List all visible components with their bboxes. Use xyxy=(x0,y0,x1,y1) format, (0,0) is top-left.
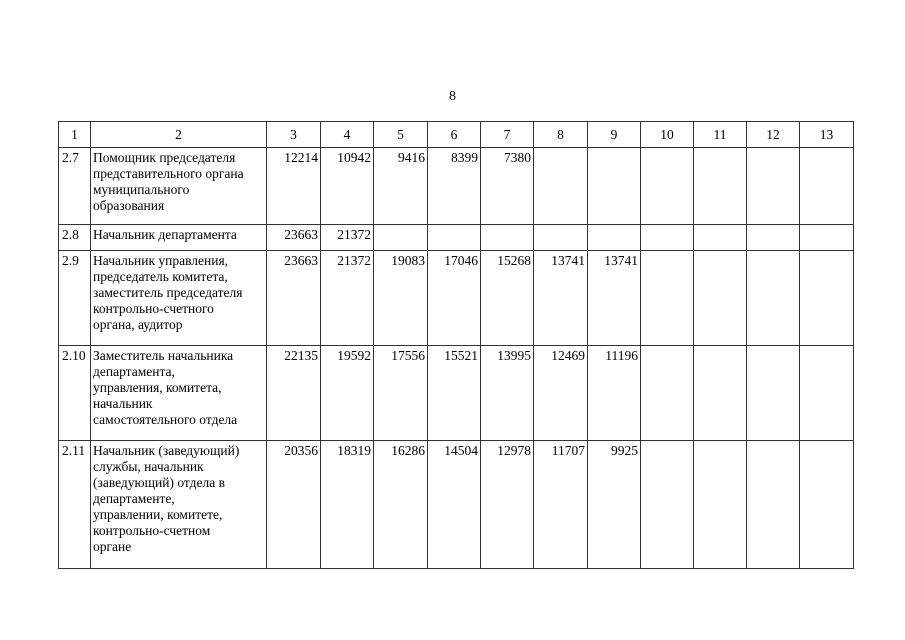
row-number: 2.9 xyxy=(59,251,91,346)
salary-cell: 20356 xyxy=(267,441,321,569)
salary-cell: 14504 xyxy=(428,441,481,569)
salary-cell: 23663 xyxy=(267,225,321,251)
salary-cell: 23663 xyxy=(267,251,321,346)
column-header: 10 xyxy=(641,122,694,148)
salary-cell: 7380 xyxy=(481,148,534,225)
column-header: 2 xyxy=(91,122,267,148)
salary-cell: 19083 xyxy=(374,251,428,346)
salary-cell xyxy=(747,441,800,569)
salary-cell: 16286 xyxy=(374,441,428,569)
salary-cell xyxy=(747,251,800,346)
salary-cell: 17556 xyxy=(374,346,428,441)
salary-cell xyxy=(800,441,854,569)
salary-cell: 9416 xyxy=(374,148,428,225)
position-title: Помощник председателя представительного органа муниципального образования xyxy=(91,148,267,225)
salary-cell xyxy=(800,251,854,346)
table-row xyxy=(59,251,854,346)
salary-cell: 9925 xyxy=(588,441,641,569)
table-row xyxy=(59,346,854,441)
salary-cell xyxy=(588,225,641,251)
column-header: 6 xyxy=(428,122,481,148)
salary-cell xyxy=(747,225,800,251)
column-header: 8 xyxy=(534,122,588,148)
salary-cell: 13741 xyxy=(534,251,588,346)
column-header: 13 xyxy=(800,122,854,148)
salary-cell: 18319 xyxy=(321,441,374,569)
salary-cell xyxy=(800,148,854,225)
column-header: 4 xyxy=(321,122,374,148)
column-header: 11 xyxy=(694,122,747,148)
position-title: Начальник департамента xyxy=(91,225,267,251)
salary-cell xyxy=(694,441,747,569)
salary-cell xyxy=(588,148,641,225)
salary-cell xyxy=(800,346,854,441)
salary-cell xyxy=(694,148,747,225)
salary-cell: 8399 xyxy=(428,148,481,225)
salary-cell: 12469 xyxy=(534,346,588,441)
salary-cell: 11707 xyxy=(534,441,588,569)
salary-cell: 10942 xyxy=(321,148,374,225)
row-number: 2.11 xyxy=(59,441,91,569)
salary-cell xyxy=(694,225,747,251)
salary-cell: 19592 xyxy=(321,346,374,441)
salary-cell: 13995 xyxy=(481,346,534,441)
salary-cell xyxy=(747,148,800,225)
salary-cell xyxy=(747,346,800,441)
table-row xyxy=(59,148,854,225)
column-header: 12 xyxy=(747,122,800,148)
salary-cell xyxy=(374,225,428,251)
salary-cell xyxy=(641,225,694,251)
salary-cell xyxy=(641,346,694,441)
column-header: 9 xyxy=(588,122,641,148)
salary-cell: 22135 xyxy=(267,346,321,441)
salary-cell: 12214 xyxy=(267,148,321,225)
column-header: 1 xyxy=(59,122,91,148)
salary-cell: 13741 xyxy=(588,251,641,346)
salary-cell: 12978 xyxy=(481,441,534,569)
salary-cell: 21372 xyxy=(321,251,374,346)
salary-cell: 21372 xyxy=(321,225,374,251)
row-number: 2.10 xyxy=(59,346,91,441)
salary-cell xyxy=(428,225,481,251)
salary-cell xyxy=(641,251,694,346)
salary-cell xyxy=(641,441,694,569)
salary-table xyxy=(58,121,854,569)
salary-cell: 17046 xyxy=(428,251,481,346)
position-title: Заместитель начальника департамента, управления, комитета, начальник самостоятельного отдела xyxy=(91,346,267,441)
salary-cell xyxy=(694,251,747,346)
position-title: Начальник управления, председатель комитета, заместитель председателя контрольно-счетного органа, аудитор xyxy=(91,251,267,346)
table-row xyxy=(59,441,854,569)
salary-cell xyxy=(641,148,694,225)
column-header: 7 xyxy=(481,122,534,148)
header-row xyxy=(59,122,854,148)
salary-cell: 15268 xyxy=(481,251,534,346)
column-header: 3 xyxy=(267,122,321,148)
salary-cell xyxy=(534,225,588,251)
salary-cell: 11196 xyxy=(588,346,641,441)
salary-cell xyxy=(800,225,854,251)
salary-cell xyxy=(481,225,534,251)
salary-cell xyxy=(534,148,588,225)
page-number: 8 xyxy=(449,89,456,104)
column-header: 5 xyxy=(374,122,428,148)
position-title: Начальник (заведующий) службы, начальник (заведующий) отдела в департаменте, управлении, комитете, контрольно-счетном органе xyxy=(91,441,267,569)
salary-cell: 15521 xyxy=(428,346,481,441)
row-number: 2.7 xyxy=(59,148,91,225)
row-number: 2.8 xyxy=(59,225,91,251)
table-row xyxy=(59,225,854,251)
salary-cell xyxy=(694,346,747,441)
